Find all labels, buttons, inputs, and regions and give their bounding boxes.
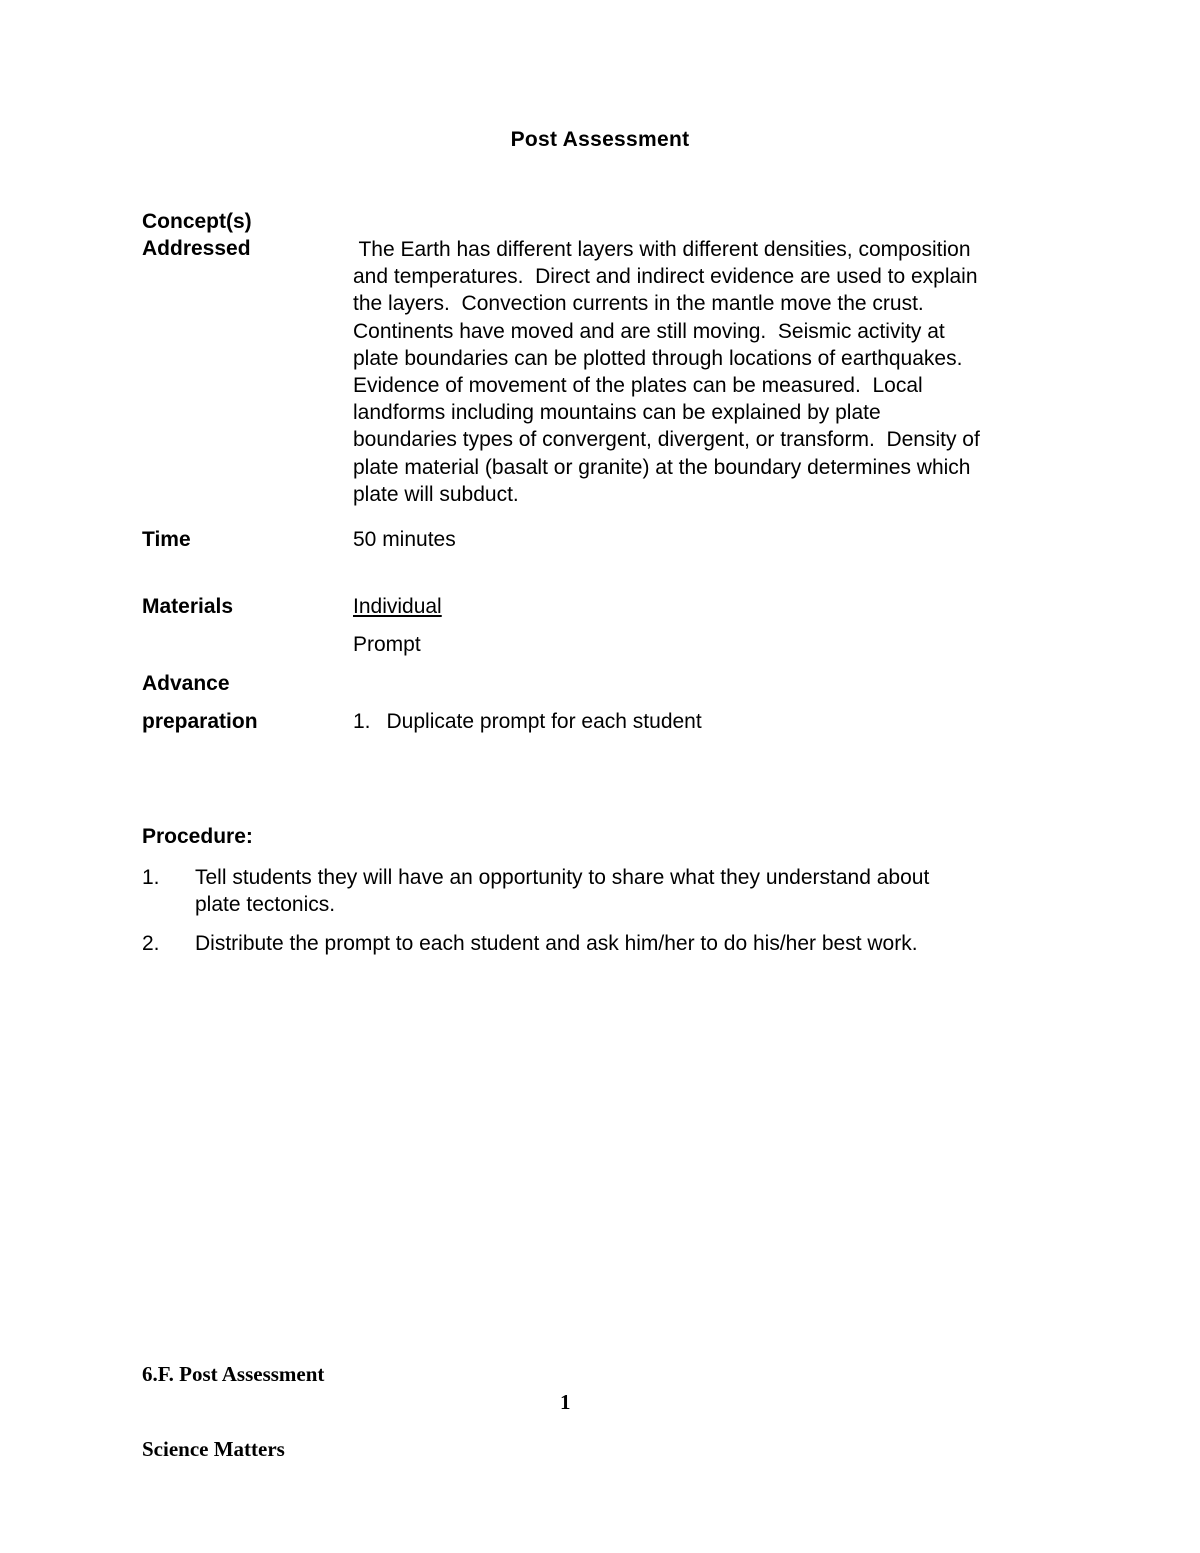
page-title: Post Assessment bbox=[510, 128, 690, 151]
advance-item-text: Duplicate prompt for each student bbox=[386, 710, 702, 733]
advance-label-line1: Advance bbox=[142, 672, 230, 695]
procedure-item-text bbox=[195, 864, 1035, 918]
procedure-heading: Procedure: bbox=[142, 825, 253, 848]
materials-heading: Individual bbox=[353, 595, 442, 618]
concepts-line: the layers. Convection currents in the mantle move the crust. bbox=[353, 292, 924, 316]
advance-item bbox=[353, 708, 702, 735]
advance-item-number: 1. bbox=[353, 710, 371, 733]
procedure-item-line: Distribute the prompt to each student and ask him/her to do his/her best work. bbox=[195, 932, 918, 955]
concepts-line: The Earth has different layers with different densities, composition bbox=[353, 238, 971, 261]
concepts-label-line2: Addressed bbox=[142, 237, 251, 260]
advance-label-line2: preparation bbox=[142, 710, 258, 733]
footer-organization: Science Matters bbox=[142, 1437, 285, 1461]
procedure-item-text bbox=[195, 930, 1035, 957]
time-label: Time bbox=[142, 528, 191, 551]
concepts-line: plate will subduct. bbox=[353, 482, 519, 506]
concepts-line: plate boundaries can be plotted through locations of earthquakes. bbox=[353, 346, 963, 370]
procedure-item-line: Tell students they will have an opportunity to share what they understand about bbox=[195, 866, 930, 889]
procedure-item-line: plate tectonics. bbox=[195, 893, 336, 916]
concepts-line: and temperatures. Direct and indirect evidence are used to explain bbox=[353, 265, 978, 289]
concepts-line: boundaries types of convergent, divergent, or transform. Density of bbox=[353, 428, 980, 452]
concepts-label-line1: Concept(s) bbox=[142, 210, 252, 233]
footer-page-number: 1 bbox=[560, 1390, 571, 1414]
concepts-line: Continents have moved and are still moving. Seismic activity at bbox=[353, 319, 945, 343]
time-value: 50 minutes bbox=[353, 528, 456, 551]
concepts-text bbox=[353, 236, 1068, 508]
concepts-line: Evidence of movement of the plates can be measured. Local bbox=[353, 374, 923, 398]
materials-label: Materials bbox=[142, 595, 234, 618]
footer-title: 6.F. Post Assessment bbox=[142, 1362, 325, 1386]
concepts-line: landforms including mountains can be explained by plate bbox=[353, 401, 881, 425]
materials-item: Prompt bbox=[353, 633, 421, 656]
procedure-item-number: 1. bbox=[142, 866, 160, 889]
concepts-line: plate material (basalt or granite) at the boundary determines which bbox=[353, 455, 971, 479]
procedure-item-number: 2. bbox=[142, 932, 160, 955]
